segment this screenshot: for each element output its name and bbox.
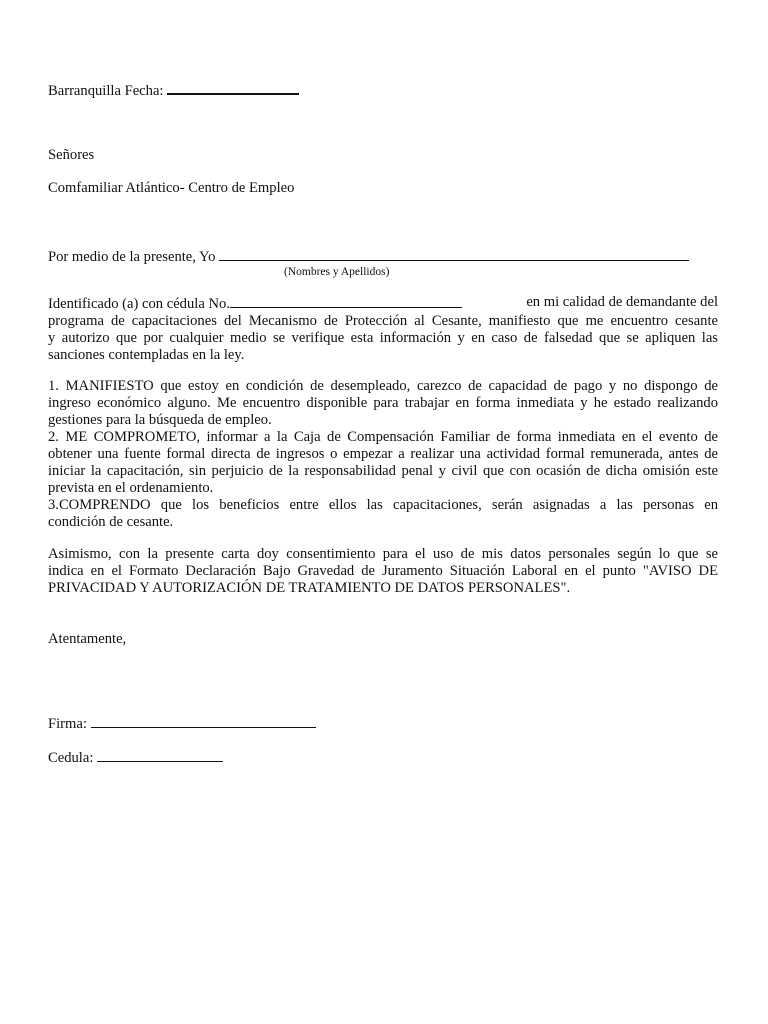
declaration-item-2 [48, 429, 718, 497]
declarations-block [48, 378, 718, 531]
cedula-label: Cedula: [48, 750, 94, 766]
identification-suffix: en mi calidad de demandante del [526, 294, 718, 310]
salutation: Señores [48, 147, 95, 163]
name-blank-field[interactable] [219, 247, 689, 261]
declaration-1-line-1: 1. MANIFIESTO que estoy en condición de desempleado, carezco de capacidad de pago y no dispongo de [48, 378, 718, 394]
declaration-3-line-1: 3.COMPRENDO que los beneficios entre ellos las capacitaciones, serán asignadas a las personas en [48, 497, 718, 513]
identification-paragraph [48, 294, 718, 364]
cedula-number-blank-field[interactable] [230, 294, 462, 308]
date-line [48, 80, 299, 100]
cedula-line [48, 748, 223, 767]
declaration-1-line-3: gestiones para la búsqueda de empleo. [48, 412, 272, 428]
declaration-item-3 [48, 497, 718, 531]
declaration-2-line-1: 2. ME COMPROMETO, informar a la Caja de Compensación Familiar de forma inmediata en el evento de [48, 429, 718, 445]
declaration-2-line-2: obtener una fuente formal directa de ingresos o empezar a realizar una actividad formal remunerada, antes de [48, 446, 718, 462]
consent-line-2: indica en el Formato Declaración Bajo Gravedad de Juramento Situación Laboral en el punto "AVISO DE [48, 563, 718, 579]
identification-line-2: programa de capacitaciones del Mecanismo de Protección al Cesante, manifiesto que me encuentro cesante [48, 313, 718, 329]
name-caption: (Nombres y Apellidos) [284, 266, 390, 278]
cedula-blank-field[interactable] [97, 748, 223, 762]
signature-line [48, 714, 316, 733]
organization-name: Comfamiliar Atlántico- Centro de Empleo [48, 180, 295, 196]
identification-first-line [48, 294, 718, 313]
consent-line-1: Asimismo, con la presente carta doy consentimiento para el uso de mis datos personales según lo que se [48, 546, 718, 562]
declaration-2-line-4: prevista en el ordenamiento. [48, 480, 214, 496]
declaration-1-line-2: ingreso económico alguno. Me encuentro disponible para trabajar en forma inmediata y he estado realizando [48, 395, 718, 411]
identification-prefix: Identificado (a) con cédula No. [48, 294, 462, 313]
identification-line-4: sanciones contempladas en la ley. [48, 347, 245, 363]
firma-label: Firma: [48, 716, 87, 732]
declaration-2-line-3: iniciar la capacitación, sin perjuicio de la responsabilidad penal y civil que con ocasión de dicha omisión este [48, 463, 718, 479]
date-blank-field[interactable] [167, 80, 299, 95]
intro-text: Por medio de la presente, Yo [48, 249, 216, 265]
city-date-label: Barranquilla Fecha: [48, 83, 164, 99]
closing-text: Atentamente, [48, 631, 127, 647]
identification-line-3: y autorizo que por cualquier medio se verifique esta información y en caso de falsedad que se apliquen las [48, 330, 718, 346]
consent-paragraph [48, 546, 718, 597]
declaration-3-line-2: condición de cesante. [48, 514, 174, 530]
declaration-item-1 [48, 378, 718, 429]
consent-line-3: PRIVACIDAD Y AUTORIZACIÓN DE TRATAMIENTO DE DATOS PERSONALES". [48, 580, 571, 596]
firma-blank-field[interactable] [91, 714, 316, 728]
